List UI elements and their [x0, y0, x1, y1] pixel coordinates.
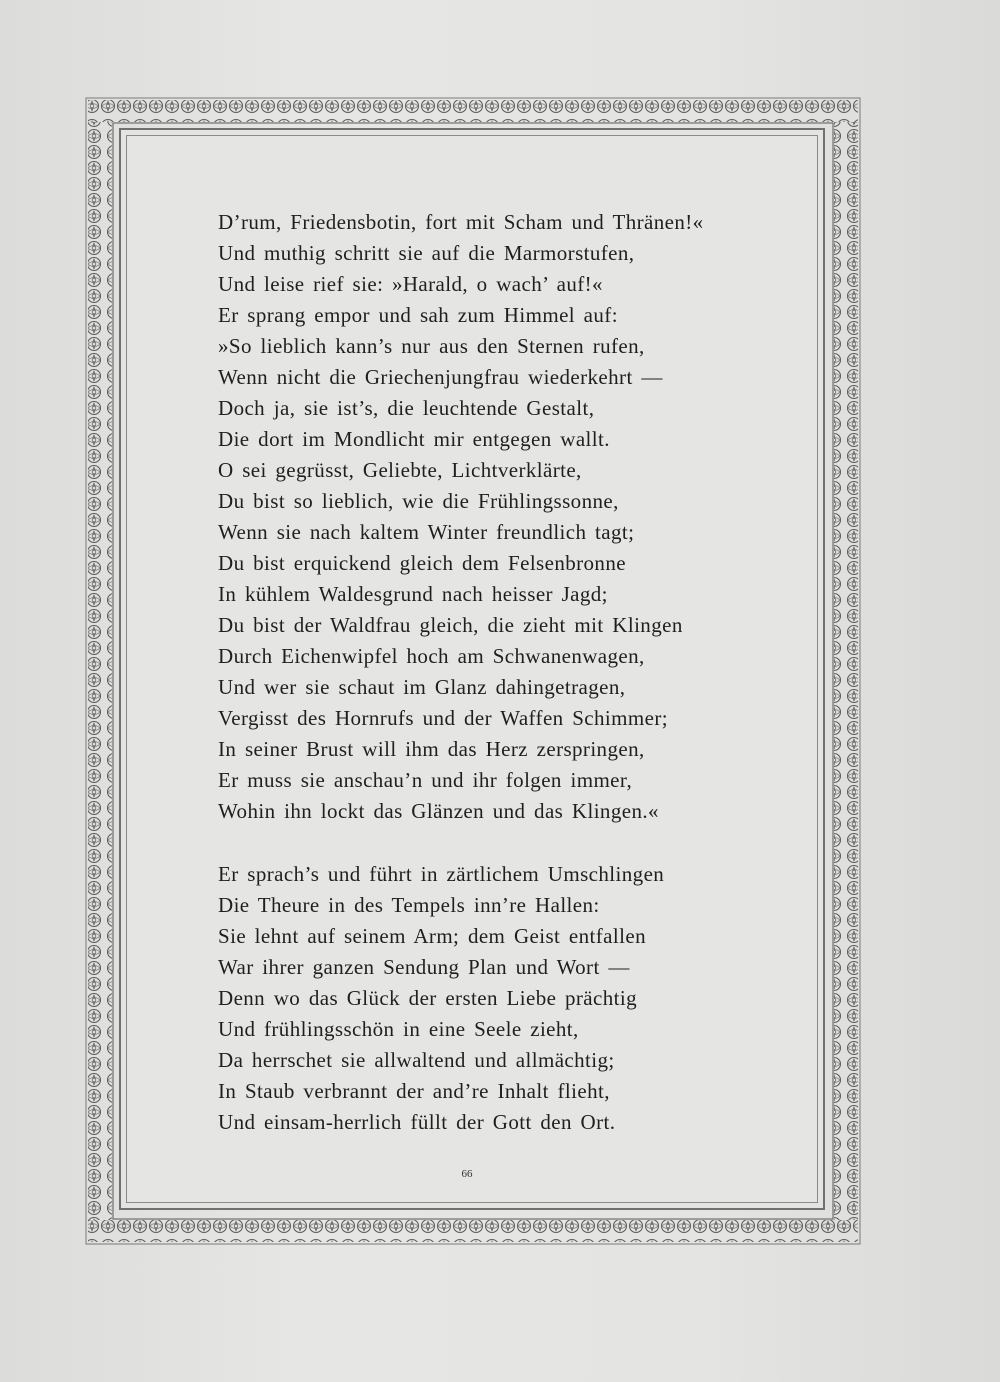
poem-line: In seiner Brust will ihm das Herz zerspringen, — [218, 737, 645, 761]
stanza-1 — [218, 207, 778, 827]
poem-line: War ihrer ganzen Sendung Plan und Wort — — [218, 955, 630, 979]
poem-line: Du bist so lieblich, wie die Frühlingssonne, — [218, 489, 619, 513]
poem-line: In Staub verbrannt der and’re Inhalt flieht, — [218, 1079, 610, 1103]
poem-line: Er sprang empor und sah zum Himmel auf: — [218, 303, 618, 327]
poem-line: Und muthig schritt sie auf die Marmorstufen, — [218, 241, 635, 265]
poem-line: Und einsam-herrlich füllt der Gott den Ort. — [218, 1110, 616, 1134]
poem-line: Vergisst des Hornrufs und der Waffen Schimmer; — [218, 706, 668, 730]
poem-line: Die dort im Mondlicht mir entgegen wallt. — [218, 427, 610, 451]
poem-line: Wohin ihn lockt das Glänzen und das Klingen.« — [218, 799, 659, 823]
poem-line: Und wer sie schaut im Glanz dahingetragen, — [218, 675, 626, 699]
poem-line: D’rum, Friedensbotin, fort mit Scham und Thränen!« — [218, 210, 704, 234]
poem-line: Wenn nicht die Griechenjungfrau wiederkehrt — — [218, 365, 663, 389]
poem-line: Er muss sie anschau’n und ihr folgen immer, — [218, 768, 633, 792]
poem-line: Er sprach’s und führt in zärtlichem Umschlingen — [218, 862, 665, 886]
poem-text — [218, 207, 778, 1138]
stanza-2 — [218, 859, 778, 1138]
poem-line: Die Theure in des Tempels inn’re Hallen: — [218, 893, 600, 917]
poem-line: Doch ja, sie ist’s, die leuchtende Gestalt, — [218, 396, 595, 420]
poem-line: Denn wo das Glück der ersten Liebe prächtig — [218, 986, 637, 1010]
poem-line: Wenn sie nach kaltem Winter freundlich tagt; — [218, 520, 635, 544]
poem-line: Und leise rief sie: »Harald, o wach’ auf!« — [218, 272, 603, 296]
poem-line: »So lieblich kann’s nur aus den Sternen rufen, — [218, 334, 645, 358]
poem-line: Da herrschet sie allwaltend und allmächtig; — [218, 1048, 615, 1072]
poem-line: Durch Eichenwipfel hoch am Schwanenwagen, — [218, 644, 645, 668]
poem-line: Du bist erquickend gleich dem Felsenbronne — [218, 551, 626, 575]
poem-line: O sei gegrüsst, Geliebte, Lichtverklärte, — [218, 458, 582, 482]
poem-line: Sie lehnt auf seinem Arm; dem Geist entfallen — [218, 924, 646, 948]
poem-line: In kühlem Waldesgrund nach heisser Jagd; — [218, 582, 608, 606]
page-number: 66 — [461, 1168, 473, 1180]
poem-line: Du bist der Waldfrau gleich, die zieht mit Klingen — [218, 613, 683, 637]
poem-line: Und frühlingsschön in eine Seele zieht, — [218, 1017, 579, 1041]
